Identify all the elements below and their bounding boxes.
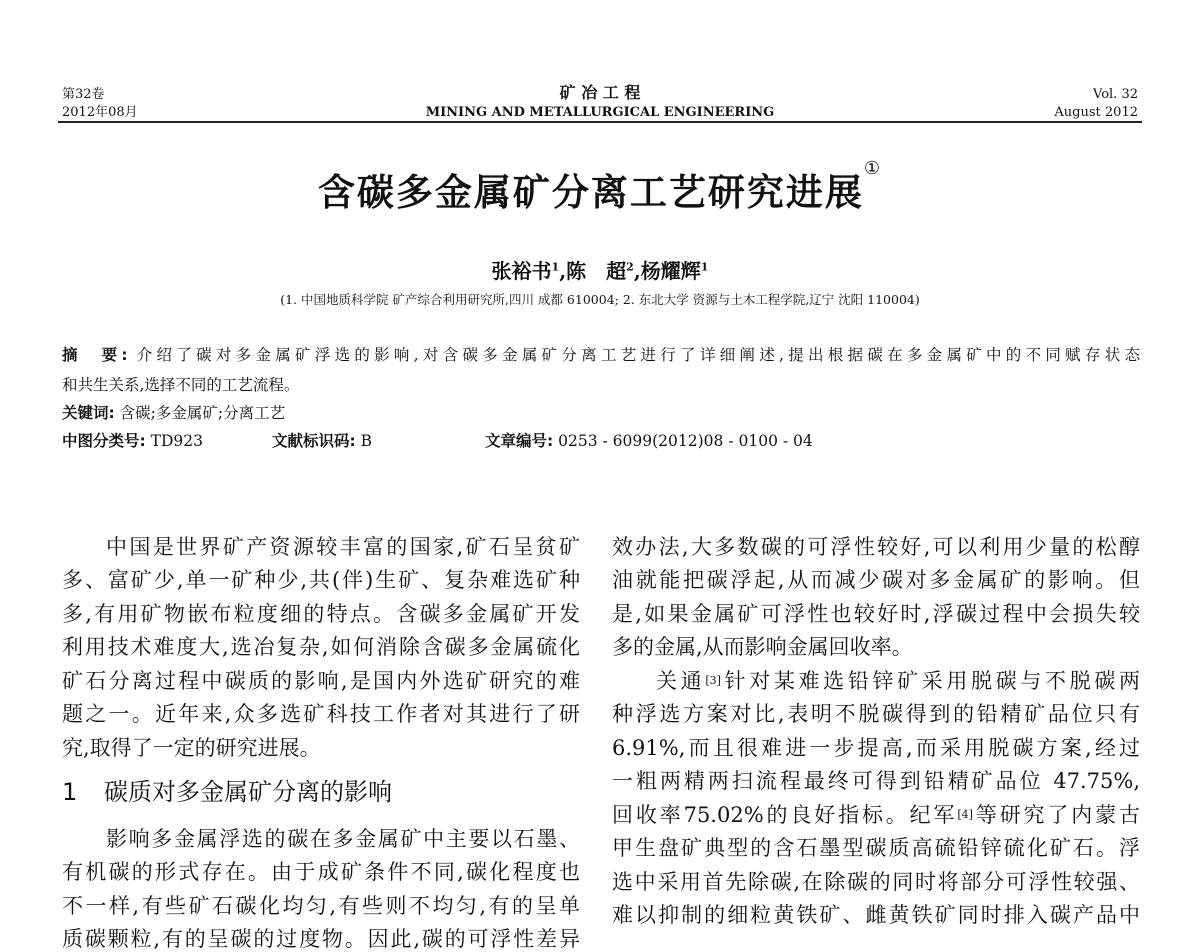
body-line: 质碳颗粒,有的呈碳的过度物。因此,碳的可浮性差异 [62, 927, 580, 951]
issue-date-cn: 2012年08月 [62, 105, 138, 120]
keywords-text: 含碳;多金属矿;分离工艺 [119, 404, 286, 422]
header-rule [58, 121, 1142, 123]
citation-ref[interactable]: [4] [957, 808, 973, 821]
article-no-line [485, 431, 813, 451]
title-footnote-mark: ① [863, 158, 883, 179]
volume-label: 第32卷 [62, 87, 105, 102]
doc-code-label: 文献标识码: [272, 432, 356, 450]
author-name: 张裕书 [491, 259, 552, 283]
author-name: 陈 超 [566, 259, 627, 283]
issue-date-en: August 2012 [1054, 105, 1138, 120]
author-list: 张裕书$^1$,陈 超$^2$,杨耀辉$^1$ [491, 259, 709, 283]
section-number: 1 [62, 778, 78, 806]
body-line: 甲生盘矿典型的含石墨型碳质高硫铅锌硫化矿石。浮 [612, 836, 1140, 860]
body-line: 多的金属,从而影响金属回收率。 [612, 635, 913, 659]
body-line: 油就能把碳浮起,从而减少碳对多金属矿的影响。但 [612, 568, 1140, 592]
abstract-text-1: 介绍了碳对多金属矿浮选的影响,对含碳多金属矿分离工艺进行了详细阐述,提出根据碳在多金属矿中的不同赋存状态 [136, 346, 1140, 364]
author-affiliation-mark: 1 [700, 260, 709, 274]
citation-ref[interactable]: [3] [705, 674, 721, 687]
body-line: 题之一。近年来,众多选矿科技工作者对其进行了研 [62, 702, 580, 726]
body-line: 有机碳的形式存在。由于成矿条件不同,碳化程度也 [62, 860, 580, 884]
body-line: 6.91%,而且很难进一步提高,而采用脱碳方案,经过 [612, 736, 1140, 760]
clc-label: 中图分类号: [62, 432, 146, 450]
body-line: 是,如果金属矿可浮性也较好时,浮碳过程中会损失较 [612, 602, 1140, 626]
section-heading [62, 772, 392, 807]
body-line: 多、富矿少,单一矿种少,共(伴)生矿、复杂难选矿种 [62, 568, 580, 592]
body-line: 究,取得了一定的研究进展。 [62, 736, 321, 760]
doc-code-value: B [360, 432, 373, 450]
keywords-label: 关键词: [62, 404, 115, 422]
body-line [612, 668, 1140, 694]
author-affiliation-mark: 1 [551, 260, 560, 274]
journal-name-en: MINING AND METALLURGICAL ENGINEERING [425, 105, 775, 120]
body-line: 影响多金属浮选的碳在多金属矿中主要以石墨、 [106, 827, 580, 851]
body-text: 针对某难选铅锌矿采用脱碳与不脱碳两 [720, 669, 1141, 693]
body-line: 效办法,大多数碳的可浮性较好,可以利用少量的松醇 [612, 535, 1140, 559]
title-text: 含碳多金属矿分离工艺研究进展 [317, 171, 864, 214]
body-line: 利用技术难度大,选冶复杂,如何消除含碳多金属硫化 [62, 635, 580, 659]
body-line: 一粗两精两扫流程最终可得到铅精矿品位 47.75%, [612, 769, 1140, 793]
abstract-label: 摘 要: [62, 346, 128, 364]
body-line: 种浮选方案对比,表明不脱碳得到的铅精矿品位只有 [612, 702, 1140, 726]
keywords-line [62, 403, 285, 423]
article-no-label: 文章编号: [485, 432, 554, 450]
author-affiliation-mark: 2 [626, 260, 634, 274]
abstract-text-2: 和共生关系,选择不同的工艺流程。 [62, 376, 300, 394]
article-no-value: 0253 - 6099(2012)08 - 0100 - 04 [558, 432, 813, 450]
clc-line [62, 431, 203, 451]
journal-name-cn: 矿 冶 工 程 [559, 83, 641, 102]
body-line: 选中采用首先除碳,在除碳的同时将部分可浮性较强、 [612, 870, 1140, 894]
body-text: 回收率75.02%的良好指标。纪军 [612, 803, 958, 827]
body-line: 多,有用矿物嵌布粒度细的特点。含碳多金属矿开发 [62, 602, 580, 626]
body-line: 难以抑制的细粒黄铁矿、雌黄铁矿同时排入碳产品中 [612, 903, 1140, 927]
body-line [612, 802, 1140, 828]
clc-value: TD923 [150, 432, 203, 450]
body-text: 等研究了内蒙古 [972, 803, 1140, 827]
body-line: 中国是世界矿产资源较丰富的国家,矿石呈贫矿 [106, 535, 580, 559]
section-title: 碳质对多金属矿分离的影响 [104, 778, 392, 806]
cited-author: 关通 [656, 669, 706, 693]
author-name: 杨耀辉 [640, 259, 701, 283]
doc-code-line [272, 431, 372, 451]
affiliations: (1. 中国地质科学院 矿产综合利用研究所,四川 成都 610004; 2. 东北大学 资源与土木工程学院,辽宁 沈阳 110004) [280, 292, 920, 307]
volume-en: Vol. 32 [1093, 87, 1138, 102]
body-line: 不一样,有些矿石碳化均匀,有些则不均匀,有的呈单 [62, 894, 580, 918]
abstract-line-1 [62, 345, 1140, 365]
article-title [0, 158, 1200, 216]
body-line: 矿石分离过程中碳质的影响,是国内外选矿研究的难 [62, 669, 580, 693]
